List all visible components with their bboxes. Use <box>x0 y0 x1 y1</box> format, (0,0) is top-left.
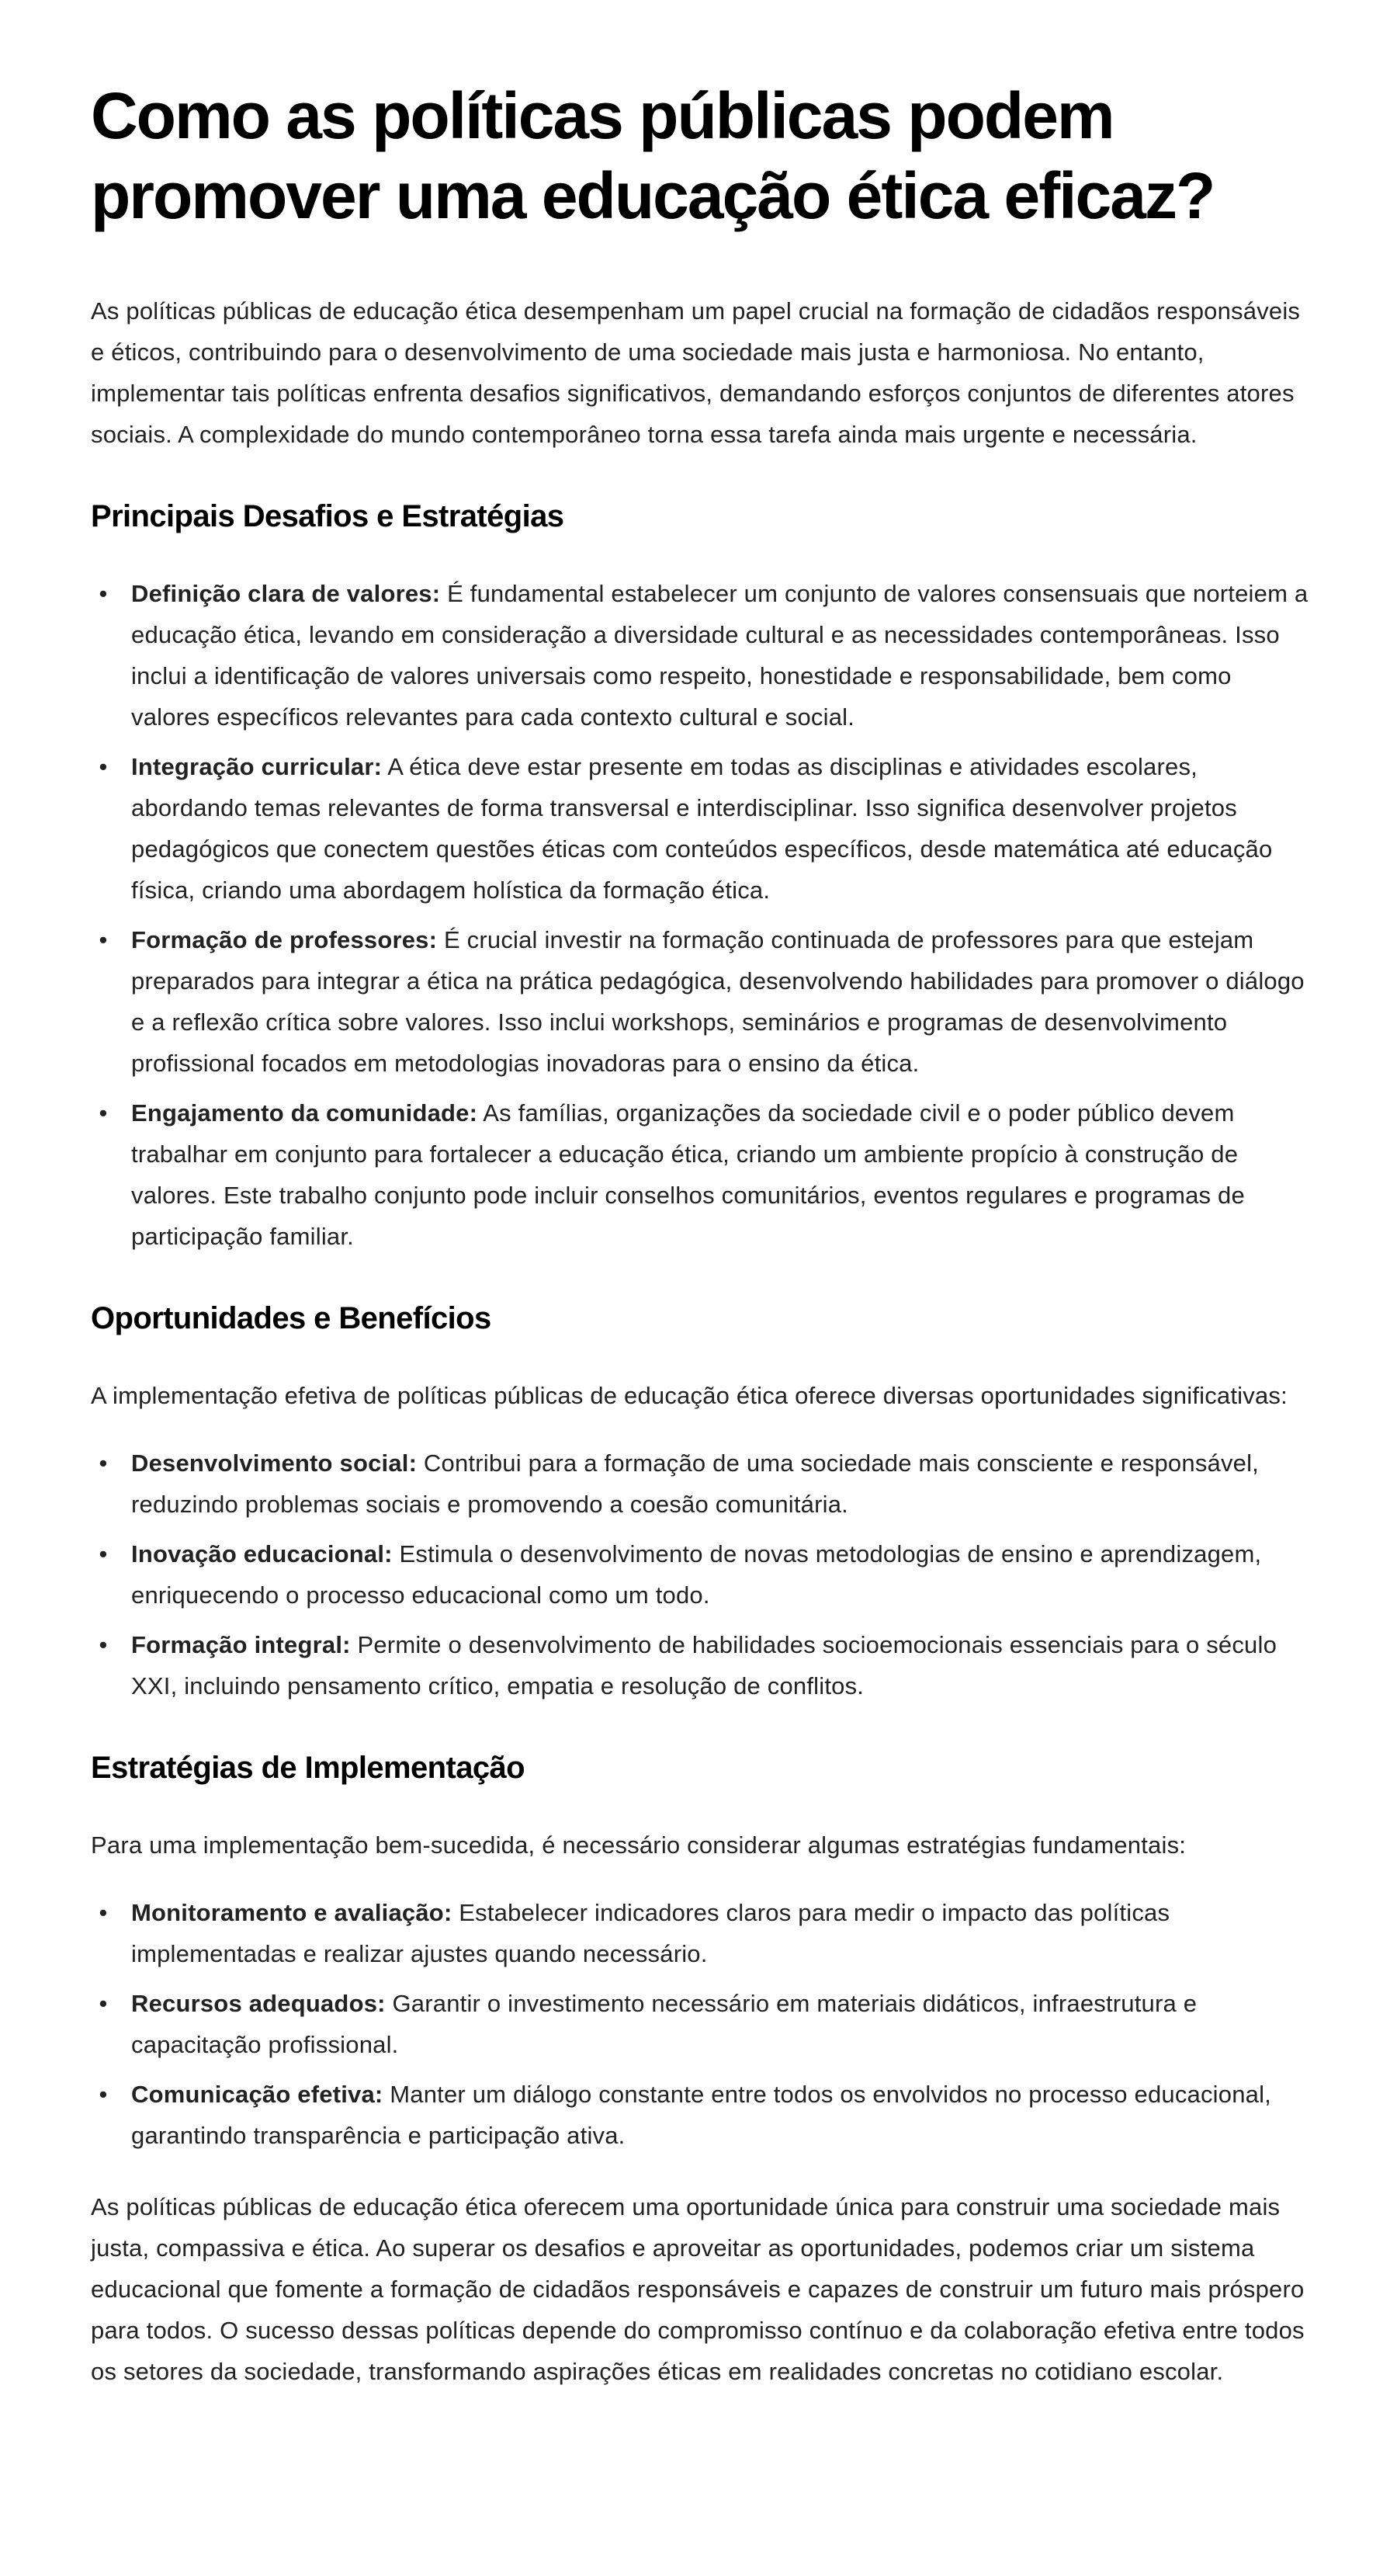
bullet-icon: • <box>99 1099 108 1127</box>
list-item-term: Engajamento da comunidade: <box>131 1099 478 1127</box>
list-item-term: Comunicação efetiva: <box>131 2081 383 2108</box>
list-item <box>91 1892 1309 1974</box>
list-item <box>91 1092 1309 1257</box>
list-item-text: Permite o desenvolvimento de habilidades socioemocionais essenciais para o século XXI, incluindo pensamento crítico, empatia e resolução de conflitos. <box>131 1631 1277 1699</box>
section-heading-challenges: Principais Desafios e Estratégias <box>91 499 564 533</box>
list-item-term: Integração curricular: <box>131 753 383 780</box>
bullet-icon: • <box>99 1990 108 2017</box>
bullet-icon: • <box>99 1540 108 1567</box>
implementation-list <box>91 1892 1309 2156</box>
list-item-text: É fundamental estabelecer um conjunto de valores consensuais que norteiem a educação ética, levando em consideração a diversidade cultural e as necessidades contemporâneas. Isso inclui a identificação de valores universais como respeito, honestidade e responsabilidade, bem como valores específicos relevantes para cada contexto cultural e social. <box>131 580 1309 731</box>
challenges-list <box>91 573 1309 1257</box>
list-item-text: Estabelecer indicadores claros para medir o impacto das políticas implementadas e realizar ajustes quando necessário. <box>131 1899 1170 1967</box>
bullet-icon: • <box>99 580 108 607</box>
intro-paragraph: As políticas públicas de educação ética desempenham um papel crucial na formação de cidadãos responsáveis e éticos, contribuindo para o desenvolvimento de uma sociedade mais justa e harmoniosa. No entanto, implementar tais políticas enfrenta desafios significativos, demandando esforços conjuntos de diferentes atores sociais. A complexidade do mundo contemporâneo torna essa tarefa ainda mais urgente e necessária. <box>91 297 1301 448</box>
list-item-term: Formação de professores: <box>131 926 438 953</box>
list-item <box>91 2074 1309 2156</box>
opportunities-list <box>91 1442 1309 1706</box>
section-heading-opportunities: Oportunidades e Benefícios <box>91 1301 491 1335</box>
list-item <box>91 1983 1309 2065</box>
list-item-text: Garantir o investimento necessário em materiais didáticos, infraestrutura e capacitação profissional. <box>131 1990 1198 2058</box>
list-item-text: É crucial investir na formação continuada de professores para que estejam preparados para integrar a ética na prática pedagógica, desenvolvendo habilidades para promover o diálogo e a reflexão crítica sobre valores. Isso inclui workshops, seminários e programas de desenvolvimento profissional focados em metodologias inovadoras para o ensino da ética. <box>131 926 1305 1077</box>
bullet-icon: • <box>99 1899 108 1926</box>
section-heading-implementation: Estratégias de Implementação <box>91 1751 525 1785</box>
list-item <box>91 1624 1309 1706</box>
page-title: Como as políticas públicas podem promover uma educação ética eficaz? <box>91 79 1215 232</box>
list-item-term: Desenvolvimento social: <box>131 1449 418 1477</box>
list-item-term: Formação integral: <box>131 1631 351 1658</box>
list-item-term: Definição clara de valores: <box>131 580 441 607</box>
bullet-icon: • <box>99 753 108 780</box>
bullet-icon: • <box>99 926 108 953</box>
list-item-text: Contribui para a formação de uma sociedade mais consciente e responsável, reduzindo problemas sociais e promovendo a coesão comunitária. <box>131 1449 1259 1518</box>
list-item-text: Manter um diálogo constante entre todos os envolvidos no processo educacional, garantindo transparência e participação ativa. <box>131 2081 1271 2149</box>
list-item-term: Recursos adequados: <box>131 1990 386 2017</box>
bullet-icon: • <box>99 1631 108 1658</box>
list-item-text: Estimula o desenvolvimento de novas metodologias de ensino e aprendizagem, enriquecendo o processo educacional como um todo. <box>131 1540 1262 1609</box>
section-lead-opportunities: A implementação efetiva de políticas públicas de educação ética oferece diversas oportunidades significativas: <box>91 1382 1288 1409</box>
list-item <box>91 746 1309 911</box>
bullet-icon: • <box>99 2081 108 2108</box>
section-lead-implementation: Para uma implementação bem-sucedida, é necessário considerar algumas estratégias fundamentais: <box>91 1831 1187 1859</box>
list-item-term: Monitoramento e avaliação: <box>131 1899 452 1926</box>
list-item <box>91 919 1309 1084</box>
list-item <box>91 573 1309 738</box>
list-item <box>91 1533 1309 1616</box>
bullet-icon: • <box>99 1449 108 1477</box>
conclusion-paragraph: As políticas públicas de educação ética oferecem uma oportunidade única para construir uma sociedade mais justa, compassiva e ética. Ao superar os desafios e aproveitar as oportunidades, podemos criar um sistema educacional que fomente a formação de cidadãos responsáveis e capazes de construir um futuro mais próspero para todos. O sucesso dessas políticas depende do compromisso contínuo e da colaboração efetiva entre todos os setores da sociedade, transformando aspirações éticas em realidades concretas no cotidiano escolar. <box>91 2193 1305 2385</box>
list-item-text: A ética deve estar presente em todas as disciplinas e atividades escolares, abordando temas relevantes de forma transversal e interdisciplinar. Isso significa desenvolver projetos pedagógicos que conectem questões éticas com conteúdos específicos, desde matemática até educação física, criando uma abordagem holística da formação ética. <box>131 753 1273 904</box>
list-item-term: Inovação educacional: <box>131 1540 393 1567</box>
list-item-text: As famílias, organizações da sociedade civil e o poder público devem trabalhar em conjunto para fortalecer a educação ética, criando um ambiente propício à construção de valores. Este trabalho conjunto pode incluir conselhos comunitários, eventos regulares e programas de participação familiar. <box>131 1099 1245 1250</box>
list-item <box>91 1442 1309 1525</box>
